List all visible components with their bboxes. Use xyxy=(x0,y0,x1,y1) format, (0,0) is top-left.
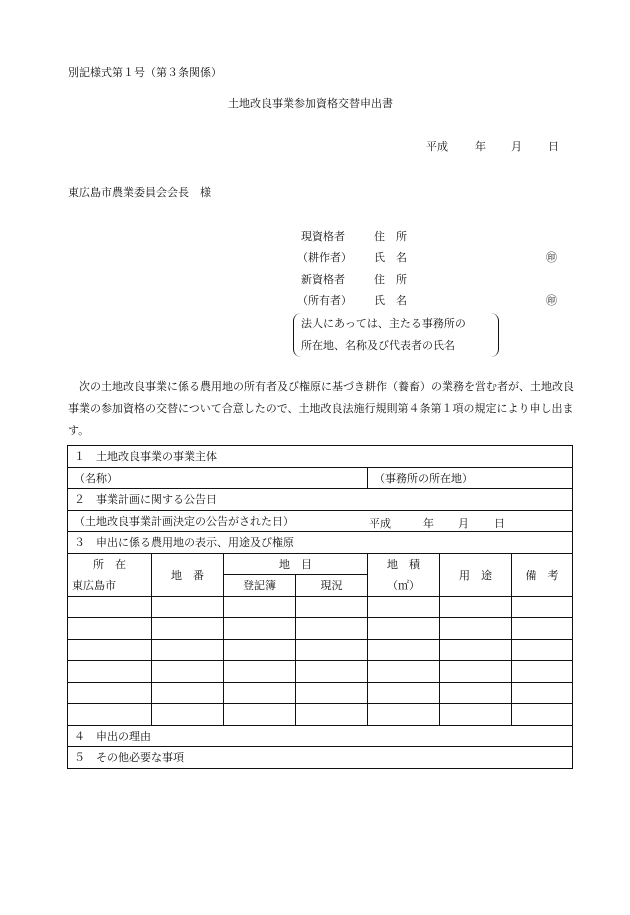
cell[interactable] xyxy=(68,704,152,726)
cell[interactable] xyxy=(512,618,573,640)
col-lot-number: 地 番 xyxy=(152,553,224,596)
cell[interactable] xyxy=(512,704,573,726)
cell[interactable] xyxy=(224,661,296,683)
body-text xyxy=(68,376,578,442)
table-row xyxy=(68,661,573,683)
cell[interactable] xyxy=(440,704,512,726)
cell[interactable] xyxy=(440,596,512,618)
col-use: 用 途 xyxy=(440,553,512,596)
new-holder-label: 新資格者 xyxy=(301,273,345,286)
document-title: 土地改良事業参加資格交替申出書 xyxy=(228,97,393,110)
table-row xyxy=(68,596,573,618)
cell[interactable] xyxy=(368,596,440,618)
corporate-note-line1: 法人にあっては、主たる事務所の xyxy=(301,317,466,330)
cell[interactable] xyxy=(512,682,573,704)
cell[interactable] xyxy=(152,596,224,618)
col-city: 東広島市 xyxy=(68,575,152,597)
current-holder-sub: （耕作者） xyxy=(297,251,352,264)
cell[interactable] xyxy=(224,704,296,726)
cell[interactable] xyxy=(224,639,296,661)
cell[interactable] xyxy=(512,596,573,618)
form-number: 別記様式第１号（第３条関係） xyxy=(68,66,222,79)
table-row xyxy=(68,618,573,640)
addressee: 東広島市農業委員会会長 様 xyxy=(68,186,211,199)
new-name-label: 氏 名 xyxy=(374,294,407,307)
cell[interactable] xyxy=(68,661,152,683)
cell[interactable] xyxy=(152,704,224,726)
cell[interactable] xyxy=(152,661,224,683)
cell[interactable] xyxy=(152,618,224,640)
cell[interactable] xyxy=(68,596,152,618)
entity-name-field[interactable] xyxy=(68,467,368,489)
seal-mark: ㊞ xyxy=(546,251,557,264)
cell[interactable] xyxy=(296,596,368,618)
col-area-unit: （㎡） xyxy=(368,575,440,597)
table-row xyxy=(68,639,573,661)
cell[interactable] xyxy=(368,704,440,726)
cell[interactable] xyxy=(224,596,296,618)
notice-date-label: （土地改良事業計画決定の公告がされた日） xyxy=(74,514,294,528)
seal-mark: ㊞ xyxy=(546,294,557,307)
cell[interactable] xyxy=(368,618,440,640)
cell[interactable] xyxy=(224,618,296,640)
entity-office-label: （事務所の所在地） xyxy=(374,471,473,485)
col-remarks: 備 考 xyxy=(512,553,573,596)
cell[interactable] xyxy=(368,661,440,683)
col-location: 所 在 xyxy=(68,553,152,575)
cell[interactable] xyxy=(296,682,368,704)
cell[interactable] xyxy=(296,639,368,661)
date-day: 日 xyxy=(548,140,559,153)
cell[interactable] xyxy=(68,618,152,640)
cell[interactable] xyxy=(440,661,512,683)
section-4-title: ４ 申出の理由 xyxy=(74,729,151,743)
notice-era: 平成 xyxy=(369,516,391,530)
section-5-title: ５ その他必要な事項 xyxy=(74,751,184,765)
cell[interactable] xyxy=(224,682,296,704)
cell[interactable] xyxy=(152,639,224,661)
notice-year: 年 xyxy=(423,516,434,530)
section-2-title: ２ 事業計画に関する公告日 xyxy=(68,489,573,511)
section-3-title: ３ 申出に係る農用地の表示、用途及び権原 xyxy=(68,532,573,554)
col-current: 現況 xyxy=(296,575,368,597)
cell[interactable] xyxy=(512,661,573,683)
cell[interactable] xyxy=(296,618,368,640)
notice-day: 日 xyxy=(494,516,505,530)
col-land-category: 地 目 xyxy=(224,553,368,575)
current-holder-label: 現資格者 xyxy=(301,230,345,243)
notice-month: 月 xyxy=(458,516,469,530)
cell[interactable] xyxy=(296,661,368,683)
date-era: 平成 xyxy=(426,140,448,153)
other-matters-field[interactable] xyxy=(68,747,573,769)
entity-name-label: （名称） xyxy=(74,471,118,485)
notice-date-row[interactable] xyxy=(68,510,573,532)
table-row xyxy=(68,704,573,726)
date-month: 月 xyxy=(511,140,522,153)
cell[interactable] xyxy=(368,682,440,704)
cell[interactable] xyxy=(368,639,440,661)
cell[interactable] xyxy=(68,639,152,661)
current-address-label: 住 所 xyxy=(374,230,407,243)
cell[interactable] xyxy=(440,682,512,704)
section-1-title: １ 土地改良事業の事業主体 xyxy=(68,446,573,468)
col-registry: 登記簿 xyxy=(224,575,296,597)
table-row xyxy=(68,682,573,704)
new-holder-sub: （所有者） xyxy=(297,294,352,307)
date-year: 年 xyxy=(475,140,486,153)
entity-office-field[interactable] xyxy=(368,467,573,489)
cell[interactable] xyxy=(296,704,368,726)
body-text-content: 次の土地改良事業に係る農用地の所有者及び権原に基づき耕作（養畜）の業務を営む者が、土地改良事業の参加資格の交替について合意したので、土地改良法施行規則第４条第１項の規定により申し出ます。 xyxy=(68,380,574,437)
new-address-label: 住 所 xyxy=(374,273,407,286)
cell[interactable] xyxy=(440,639,512,661)
cell[interactable] xyxy=(512,639,573,661)
application-table xyxy=(67,445,573,769)
reason-field[interactable] xyxy=(68,725,573,747)
cell[interactable] xyxy=(68,682,152,704)
corporate-note-line2: 所在地、名称及び代表者の氏名 xyxy=(301,339,455,352)
col-area: 地 積 xyxy=(368,553,440,575)
current-name-label: 氏 名 xyxy=(374,251,407,264)
cell[interactable] xyxy=(440,618,512,640)
cell[interactable] xyxy=(152,682,224,704)
